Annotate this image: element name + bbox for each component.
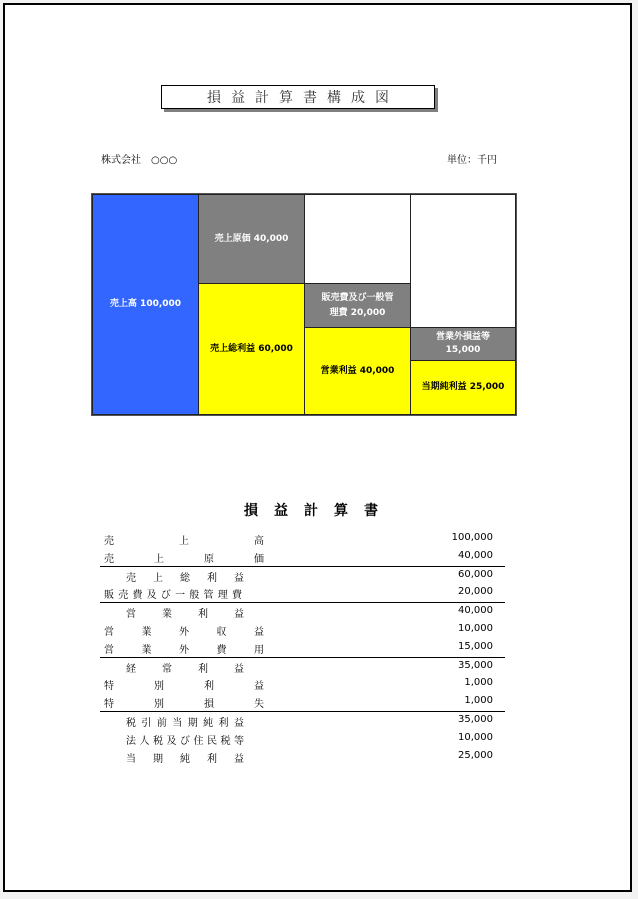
row-label [104,623,264,638]
row-label [104,532,264,547]
row-label [104,677,264,692]
label-char: 販 [104,590,114,602]
row-value: 35,000 [458,659,493,671]
unit-label: 単位：千円 [447,155,497,166]
label-char: 利 [207,572,217,584]
block-nonop-label-2: 15,000 [445,345,481,355]
row-value: 1,000 [464,677,493,689]
label-char: 税 [126,717,136,729]
label-char: 利 [207,753,217,765]
row-label [126,660,244,675]
block-gross-profit [198,283,305,415]
company-name: 株式会社 ○○○ [101,155,178,166]
label-char: 価 [254,553,264,565]
label-char: 収 [216,626,227,638]
label-char: 益 [234,609,244,621]
label-char: 上 [154,553,164,565]
label-char: 業 [141,626,152,638]
label-char: び [180,735,190,747]
label-char: 特 [104,681,114,693]
label-char: 損 [204,699,214,711]
label-char: 費 [132,590,143,602]
label-char: 売 [104,536,114,547]
block-sga-label-2: 理費 20,000 [329,307,386,318]
block-empty-3 [304,194,411,284]
chart-title-box [161,85,435,109]
statement-row [100,748,505,766]
row-value: 35,000 [458,713,493,725]
statement-row [100,584,505,603]
label-char: 外 [179,626,189,638]
statement-row [100,658,505,676]
statement-row [100,621,505,639]
row-value: 100,000 [451,532,493,543]
label-char: 当 [172,717,183,729]
label-char: 及 [146,590,157,602]
statement-row [100,693,505,712]
row-value: 40,000 [458,549,493,561]
label-char: 別 [154,699,164,711]
block-cogs [198,194,305,284]
chart-title: 損益計算書構成図 [207,90,399,106]
statement-row [100,712,505,730]
label-char: 益 [254,681,264,693]
label-char: 業 [162,609,172,621]
label-char: 常 [162,663,172,675]
row-label [126,750,244,765]
label-char: 営 [126,609,136,621]
label-char: 失 [254,699,264,711]
label-char: 般 [189,590,200,602]
income-statement [100,530,505,765]
label-char: 特 [104,699,114,711]
label-char: 純 [203,717,214,729]
label-char: 売 [118,590,129,602]
label-char: 益 [234,572,244,584]
row-value: 1,000 [464,695,493,707]
label-char: 及 [166,735,177,747]
label-char: 費 [216,644,227,656]
block-sga-label-1: 販売費及び一般管 [321,292,394,303]
statement-row [100,603,505,621]
label-char: 総 [180,572,190,584]
label-char: 人 [139,735,150,747]
block-cogs-label: 売上原価 40,000 [214,233,289,244]
statement-row [100,548,505,567]
row-label [126,605,244,620]
label-char: 民 [207,735,217,747]
label-char: 費 [231,590,242,602]
block-nonop [410,327,516,361]
block-sales [92,194,199,415]
statement-row [100,675,505,693]
row-value: 40,000 [458,605,493,617]
block-operating-profit [304,327,411,415]
row-value: 10,000 [458,622,493,634]
block-operating-profit-label: 営業利益 40,000 [320,365,395,376]
row-value: 25,000 [458,749,493,761]
block-net-income [410,360,516,415]
label-char: 税 [153,735,163,747]
label-char: 上 [179,536,189,547]
label-char: 利 [198,663,208,675]
label-char: 利 [218,717,229,729]
label-char: 管 [203,590,214,602]
label-char: 益 [233,717,244,729]
row-label [104,586,242,601]
statement-row [100,530,505,548]
label-char: 期 [187,717,198,729]
label-char: 一 [175,590,186,602]
label-char: 売 [104,553,114,565]
label-char: 理 [217,590,228,602]
block-sales-label: 売上高 100,000 [109,299,182,309]
label-char: 益 [254,626,264,638]
label-char: び [160,590,171,602]
label-char: 高 [254,536,264,547]
label-char: 売 [126,572,136,584]
label-char: 前 [156,717,167,729]
label-char: 税 [220,735,231,747]
label-char: 純 [180,753,190,765]
statement-row [100,730,505,748]
row-label [126,569,244,584]
block-nonop-label-1: 営業外損益等 [435,332,490,342]
label-char: 外 [179,644,189,656]
label-char: 別 [154,681,164,693]
row-label [126,732,244,747]
label-char: 当 [126,753,136,765]
label-char: 営 [104,644,114,656]
label-char: 利 [204,681,214,693]
block-empty-4 [410,194,516,328]
label-char: 経 [126,663,136,675]
row-value: 15,000 [458,640,493,652]
label-char: 業 [141,644,152,656]
label-char: 利 [198,609,208,621]
row-label [104,695,264,710]
label-char: 営 [104,626,114,638]
statement-row [100,639,505,658]
pl-structure-chart [91,193,517,416]
label-char: 法 [126,735,136,747]
block-gross-profit-label: 売上総利益 60,000 [210,343,293,354]
row-label [104,550,264,565]
label-char: 等 [234,735,244,747]
row-value: 60,000 [458,568,493,580]
label-char: 益 [234,663,244,675]
label-char: 原 [204,553,214,565]
label-char: 用 [254,644,264,656]
row-label [104,641,264,656]
label-char: 住 [193,735,204,747]
block-sga [304,283,411,328]
label-char: 期 [153,753,163,765]
label-char: 引 [141,717,152,729]
statement-title: 損益計算書 [244,503,394,519]
block-net-income-label: 当期純利益 25,000 [421,382,505,392]
row-value: 10,000 [458,731,493,743]
label-char: 上 [153,572,163,584]
statement-row [100,567,505,585]
label-char: 益 [234,753,244,765]
row-value: 20,000 [458,586,493,598]
row-label [126,714,244,729]
